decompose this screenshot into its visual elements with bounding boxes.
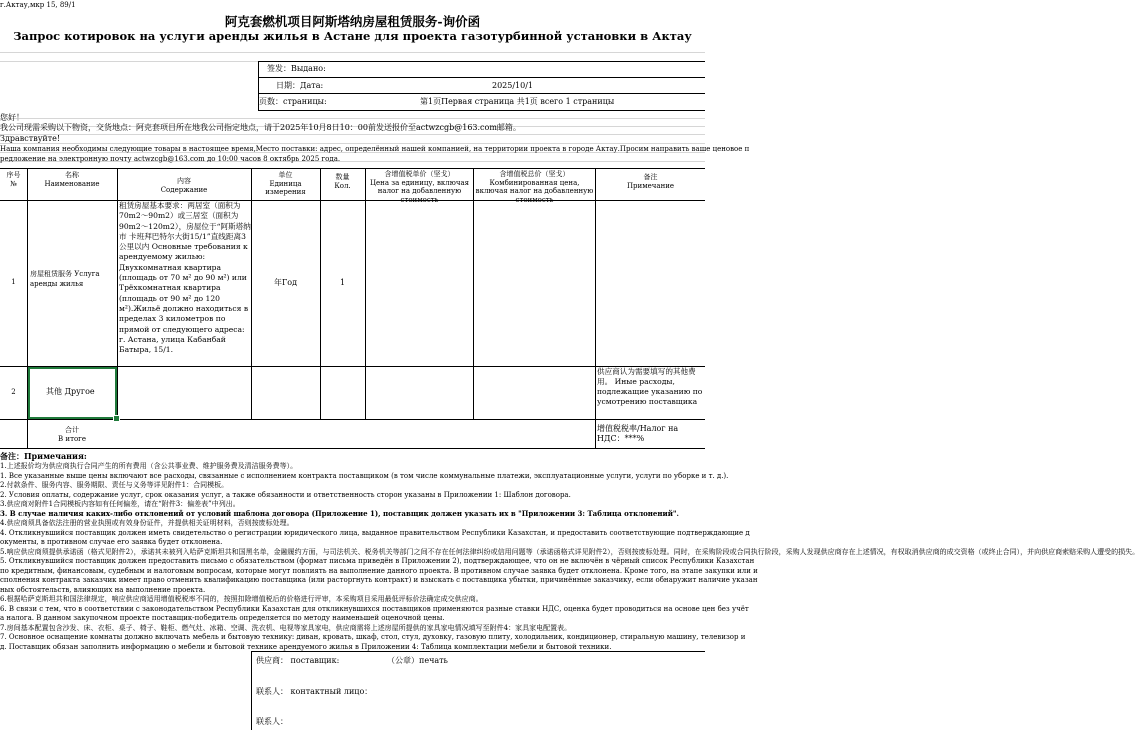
note-line: 2. Условия оплаты, содержание услуг, срок оказания услуг, а также обязанности и ответственность сторон указаны в Приложении 1: Шаблон договора. (0, 490, 571, 499)
row1-number: 1 (11, 278, 16, 286)
note-line: 1. Все указанные выше цены включают все расходы, связанные с исполнением контракта поставщиком (в том числе коммунальные платежи, эксплуатационные услуги, услуги по уборке и т. д.). (0, 471, 729, 480)
note-line: 5. Откликнувшийся поставщик должен предоставить письмо с обязательством (формат письма приведён в Приложении 2), подтверждающее, что он не включён в чёрный список Республики Казахстан (0, 557, 755, 565)
cell-fill-handle[interactable] (113, 415, 120, 422)
note-line: сполнения контракта заказчик имеет право отменить квалификацию поставщика (или расторгнуть контракт) и взыскать с поставщика убытки, причинённые заказчику, если обнаружит наличие указан (0, 576, 758, 584)
note-line: 1.上述报价均为供应商执行合同产生的所有费用（含公共事业费、维护服务费及清洁服务费等）。 (0, 462, 298, 470)
greeting-chinese: 您好！ (0, 113, 24, 122)
date-label: 日期：Дата: (276, 81, 324, 90)
row1-name[interactable]: 房屋租赁服务 Услуга аренды жилья (30, 270, 100, 288)
note-line: 5.响应供应商须提供承诺函（格式见附件2），承诺其未被列入哈萨克斯坦共和国黑名单，金融履约方面，与司法机关、税务机关等部门之间不存在任何法律纠纷或信用问题等（承诺函格式详见附件2），否则按废标处理。同时，在采购阶段或合同执行阶段，采购人发现供应商存在上述情况，有权取消供应商的成交资格（或终止合同），并向供应商索赔采购人遭受的损失。 (0, 547, 1139, 556)
note-line: по кредитным, финансовым, судебным и налоговым вопросам, которые могут повлиять на выполнение данного проекта. В противном случае заявка будет отклонена. Кроме того, на этапе закупки или и (0, 566, 758, 575)
pages-label: 页数：страницы: (259, 97, 327, 106)
title-chinese: 阿克套燃机项目阿斯塔纳房屋租赁服务-询价函 (224, 14, 481, 29)
note-line: 4. Откликнувшийся поставщик должен иметь свидетельство о регистрации юридического лица, выданное правительством Республики Казахстан, и предоставить соответствующие подтверждающие д (0, 528, 750, 537)
note-line: д. Поставщик обязан заполнить информацию о мебели и бытовой технике арендуемого жилья в Приложении 4: Таблица комплектации мебели и бытовой техники. (0, 642, 612, 651)
note-line: 3. В случае наличия каких-либо отклонений от условий шаблона договора (Приложение 1), поставщик должен указать их в "Приложении 3: Таблица отклонений". (0, 508, 679, 518)
phone-label: 联系人： (256, 717, 288, 726)
note-line: 6. В связи с тем, что в соответствии с законодательством Республики Казахстан для откликнувшихся поставщиков применяются разные ставки НДС, оценка будет проводиться на основе цен без учёт (0, 604, 749, 613)
company-address: г.Актау,мкр 15, 89/1 (0, 1, 76, 9)
header-total-price: 含增值税总价（坚戈） Комбинированная цена, включая налог на добавленную стоимость (475, 170, 594, 204)
note-line: 2.付款条件、服务内容、服务期限、责任与义务等详见附件1：合同模板。 (0, 481, 229, 489)
header-name: 名称 Наименование (44, 171, 100, 188)
pages-value: 第1页Первая страница 共1页 всего 1 страницы (420, 97, 615, 106)
header-content: 内容 Содержание (160, 177, 208, 194)
header-quantity: 数量 Кол. (334, 173, 351, 190)
header-remark: 备注 Примечание (626, 173, 675, 190)
issued-label: 签发：Выдано: (267, 64, 326, 73)
intro-russian-line2: редложение на электронную почту actwzcgb@163.com до 10:00 часов 8 октябрь 2025 года. (0, 155, 341, 163)
note-line: 4.供应商须具备依法注册的营业执照或有效身份证件，并提供相关证明材料，否则按废标处理。 (0, 519, 294, 527)
row2-number: 2 (11, 388, 16, 396)
vat-note[interactable]: 增值税税率/Налог на НДС：***% (597, 424, 679, 443)
note-line: окументы, в противном случае его заявка будет отклонена. (0, 538, 223, 546)
note-line: ных обстоятельств, влияющих на выполнение проекта. (0, 585, 206, 594)
note-line: 6.根据哈萨克斯坦共和国法律规定，响应供应商适用增值税税率不同的，按照扣除增值税后的价格进行评审，本采购项目采用最低评标价法确定成交供应商。 (0, 595, 483, 603)
stamp-label: （公章）печать (387, 656, 448, 665)
row2-name-selected-cell[interactable]: 其他 Другое (28, 367, 117, 419)
contact-label: 联系人： контактный лицо： (256, 687, 373, 696)
notes-title: 备注：Примечания: (0, 451, 87, 461)
intro-chinese: 我公司现需采购以下物资，交货地点：阿克套项目所在地我公司指定地点，请于2025年10月8日10：00前发送报价至actwzcgb@163.com邮箱。 (0, 123, 521, 132)
date-value: 2025/10/1 (492, 81, 534, 90)
intro-russian-line1: Наша компания необходимы следующие товары в настоящее время,Место поставки: адрес, определённый нашей компанией, на территории проекта в городе Актау.Просим направить ваше ценовое п (0, 145, 750, 153)
note-line: 7.房间基本配置包含沙发、床、衣柜、桌子、椅子、鞋柜、燃气灶、冰箱、空调、洗衣机、电视等家具家电，供应商需将上述房屋所提供的家具家电情况填写至附件4：家具家电配置表。 (0, 623, 572, 632)
title-russian: Запрос котировок на услуги аренды жилья в Астане для проекта газотурбинной установки в Актау (13, 29, 692, 43)
header-unit-price: 含增值税单价（坚戈） Цена за единицу, включая налог на добавленную стоимость (369, 170, 470, 204)
note-line: 3.供应商对附件1合同模板内容如有任何偏差，请在“附件3：偏差表”中列出。 (0, 500, 240, 508)
row1-unit[interactable]: 年Год (273, 278, 298, 287)
note-line: 7. Основное оснащение комнаты должно включать мебель и бытовую технику: диван, кровать, шкаф, стол, стул, духовку, газовую плиту, холодильник, кондиционер, стиральную машину, телевизор и (0, 633, 746, 641)
row1-quantity[interactable]: 1 (339, 278, 346, 287)
greeting-russian: Здравствуйте! (0, 134, 61, 143)
header-unit: 单位 Единица измерения (265, 171, 306, 197)
total-label: 合计 В итоге (58, 426, 86, 443)
supplier-label: 供应商： поставщик: (256, 656, 340, 665)
row2-remark[interactable]: 供应商认为需要填写的其他费用。 Иные расходы, подлежащие указанию по усмотрению поставщика (597, 367, 703, 406)
note-line: а налога. В данном закупочном проекте поставщик-победитель определяется по методу наименьшей оценочной цены. (0, 614, 445, 622)
row1-content[interactable]: 租赁房屋基本要求：两居室（面积为70m2～90m2）或三居室（面积为90m2～120m2），房屋位于“阿斯塔纳市 卡班拜巴特尔大街15/1”直线距离3公里以内 Основные требования к арендуемому жилью: Двухкомнатная квартира (площадь от 70 м² до 90 м²) или Трёхкомнатная квартира (площадь от 90 м² до 120 м²).Жильё должно находиться в пределах 3 километров по прямой от следующего адреса: г. Астана, улица Кабанбай Батыра, 15/1. (119, 201, 251, 355)
header-number: 序号 № (6, 171, 21, 188)
